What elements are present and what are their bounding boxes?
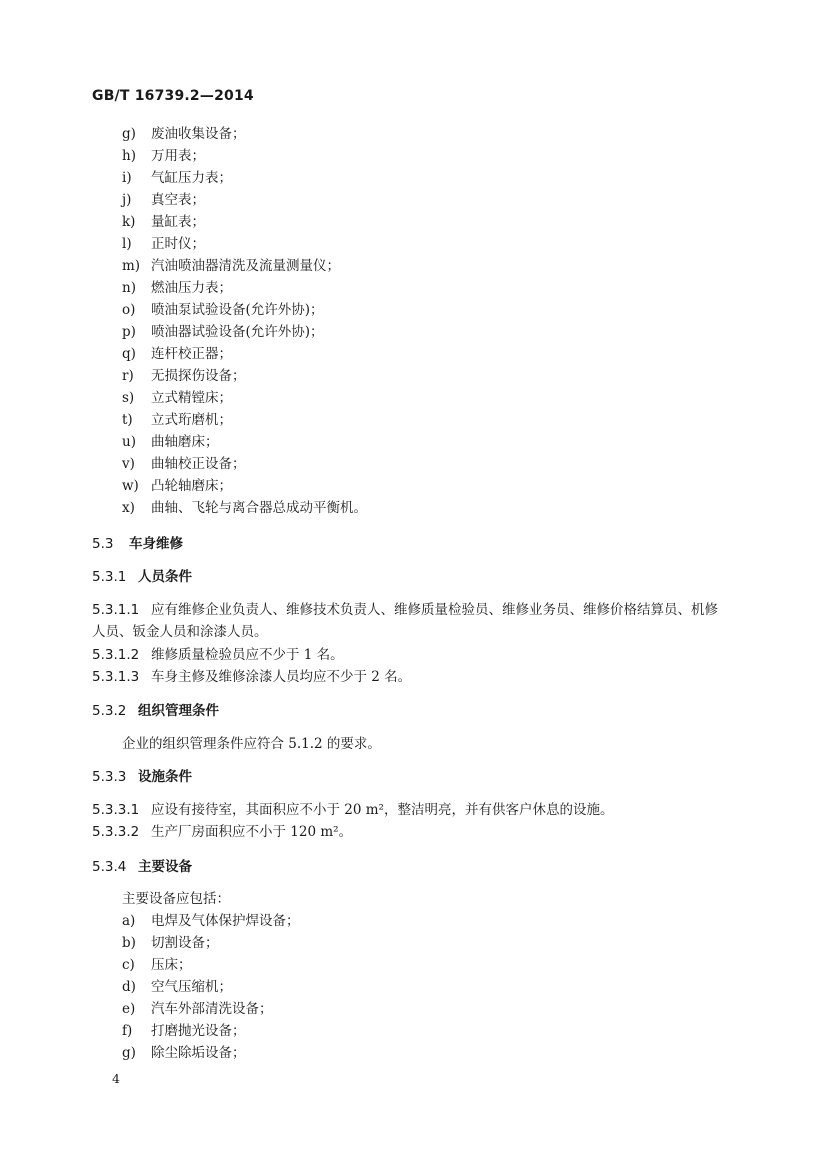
list-item-text: 除尘除垢设备； (151, 1045, 246, 1061)
list-item (122, 956, 192, 974)
clause-5-3-1-2 (92, 646, 344, 664)
list-item (122, 235, 205, 253)
list-item-text: 万用表； (151, 148, 205, 164)
list-item-text: 气缸压力表； (151, 170, 232, 186)
section-number: 5.3.4 (92, 859, 127, 875)
list-item-label: a) (122, 913, 136, 929)
page-number: 4 (112, 1071, 120, 1086)
section-number: 5.3 (92, 536, 114, 552)
list-item-text: 无损探伤设备； (151, 368, 246, 384)
list-item-text: 曲轴校正设备； (151, 456, 246, 472)
list-item (122, 323, 324, 341)
clause-text: 维修质量检验员应不少于 1 名。 (151, 647, 344, 663)
section-heading-5-3-4 (92, 858, 192, 876)
paragraph: 企业的组织管理条件应符合 5.1.2 的要求。 (122, 736, 381, 752)
clause-text: 应有维修企业负责人、维修技术负责人、维修质量检验员、维修业务员、维修价格结算员、机修 (151, 602, 718, 618)
list-item-label: f) (122, 1023, 133, 1039)
list-item-text: 压床； (151, 957, 192, 973)
list-item-text: 喷油泵试验设备(允许外协)； (151, 302, 324, 318)
list-item-text: 立式精镗床； (151, 390, 232, 406)
section-title: 车身维修 (129, 536, 183, 552)
list-item-label: k) (122, 214, 136, 230)
list-item-label: l) (122, 236, 132, 252)
list-item (122, 1022, 246, 1040)
list-item-text: 真空表； (151, 192, 205, 208)
paragraph: 主要设备应包括： (122, 891, 230, 907)
list-item-label: g) (122, 1045, 136, 1061)
list-item (122, 433, 219, 451)
list-item (122, 279, 232, 297)
list-item (122, 367, 246, 385)
list-item (122, 389, 232, 407)
list-item (122, 257, 340, 275)
list-item-text: 打磨抛光设备； (151, 1023, 246, 1039)
section-number: 5.3.2 (92, 703, 127, 719)
section-title: 设施条件 (138, 769, 192, 785)
list-item (122, 125, 246, 143)
list-item-label: i) (122, 170, 132, 186)
section-heading-5-3-1 (92, 568, 192, 586)
clause-5-3-3-2 (92, 823, 352, 841)
list-item-label: h) (122, 148, 136, 164)
list-item-label: b) (122, 935, 136, 951)
list-item (122, 499, 367, 517)
list-item-text: 切割设备； (151, 935, 219, 951)
list-item-text: 凸轮轴磨床； (151, 478, 232, 494)
section-heading-5-3-3 (92, 768, 192, 786)
list-item-label: g) (122, 126, 136, 142)
list-item-text: 空气压缩机； (151, 979, 232, 995)
list-item-label: p) (122, 324, 136, 340)
list-item-text: 连杆校正器； (151, 346, 232, 362)
list-item-text: 电焊及气体保护焊设备； (151, 913, 300, 929)
list-item (122, 1000, 273, 1018)
list-item-label: t) (122, 412, 133, 428)
list-item-text: 燃油压力表； (151, 280, 232, 296)
list-item-text: 喷油器试验设备(允许外协)； (151, 324, 324, 340)
standard-code: GB/T 16739.2—2014 (92, 88, 254, 104)
list-item-text: 汽油喷油器清洗及流量测量仪； (151, 258, 340, 274)
list-item-text: 汽车外部清洗设备； (151, 1001, 273, 1017)
list-item (122, 213, 205, 231)
clause-text: 生产厂房面积应不小于 120 m²。 (151, 824, 353, 840)
list-item-text: 正时仪； (151, 236, 205, 252)
clause-text: 车身主修及维修涂漆人员均应不少于 2 名。 (151, 669, 412, 685)
list-item-text: 立式珩磨机； (151, 412, 232, 428)
list-item-label: m) (122, 258, 141, 274)
section-title: 主要设备 (138, 859, 192, 875)
clause-number: 5.3.3.2 (92, 824, 140, 840)
list-item (122, 345, 232, 363)
section-number: 5.3.3 (92, 769, 127, 785)
list-item (122, 912, 300, 930)
list-item-text: 废油收集设备； (151, 126, 246, 142)
list-item-label: x) (122, 500, 135, 516)
list-item-label: e) (122, 1001, 136, 1017)
section-heading-5-3-2 (92, 702, 219, 720)
list-item-label: v) (122, 456, 135, 472)
list-item-label: o) (122, 302, 136, 318)
list-item-text: 量缸表； (151, 214, 205, 230)
clause-5-3-3-1 (92, 801, 613, 819)
list-item (122, 411, 232, 429)
section-heading-5-3 (92, 535, 183, 553)
clause-5-3-1-3 (92, 668, 411, 686)
clause-number: 5.3.3.1 (92, 802, 140, 818)
list-item-label: w) (122, 478, 139, 494)
list-item (122, 934, 219, 952)
list-item-label: n) (122, 280, 136, 296)
list-item-label: s) (122, 390, 135, 406)
list-item (122, 147, 205, 165)
list-item-label: r) (122, 368, 134, 384)
section-title: 人员条件 (138, 569, 192, 585)
list-item (122, 191, 205, 209)
list-item (122, 301, 324, 319)
clause-number: 5.3.1.3 (92, 669, 140, 685)
clause-continuation: 人员、钣金人员和涂漆人员。 (92, 624, 268, 640)
list-item-label: j) (122, 192, 132, 208)
clause-number: 5.3.1.1 (92, 602, 140, 618)
list-item-label: q) (122, 346, 136, 362)
list-item (122, 978, 232, 996)
list-item-text: 曲轴、飞轮与离合器总成动平衡机。 (151, 500, 367, 516)
list-item-label: c) (122, 957, 135, 973)
clause-text: 应设有接待室，其面积应不小于 20 m²，整洁明亮，并有供客户休息的设施。 (151, 802, 614, 818)
list-item (122, 169, 232, 187)
list-item (122, 455, 246, 473)
list-item (122, 477, 232, 495)
list-item-label: d) (122, 979, 136, 995)
list-item-label: u) (122, 434, 136, 450)
section-title: 组织管理条件 (138, 703, 219, 719)
clause-number: 5.3.1.2 (92, 647, 140, 663)
list-item-text: 曲轴磨床； (151, 434, 219, 450)
list-item (122, 1044, 246, 1062)
section-number: 5.3.1 (92, 569, 127, 585)
clause-5-3-1-1 (92, 601, 718, 619)
